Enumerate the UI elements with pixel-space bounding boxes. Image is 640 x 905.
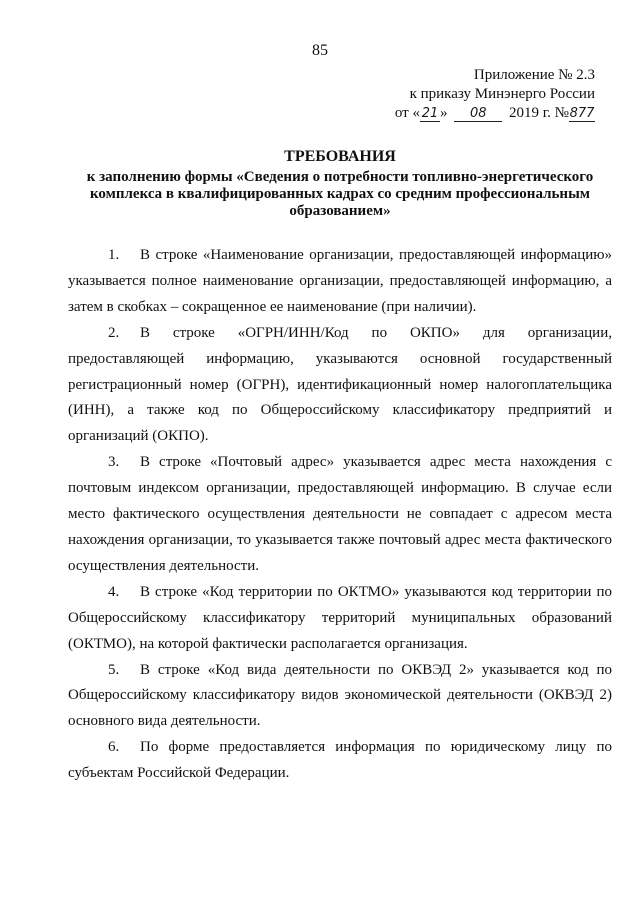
paragraph-number: 1. — [108, 247, 120, 263]
paragraph-text: В строке «Наименование организации, предоставляющей информацию» указывается полное наименование организации, предоставляющей информацию, а затем в скобках – сокращенное ее наименование (при наличии). — [68, 247, 612, 315]
paragraph-number: 2. — [108, 324, 120, 341]
appendix-order-ref: к приказу Минэнерго России — [409, 86, 595, 102]
paragraph-text: В строке «Код вида деятельности по ОКВЭД 2» указывается код по Общероссийскому классификатору видов экономической деятельности (ОКВЭД 2) основного вида деятельности. — [68, 661, 612, 730]
paragraph-text: В строке «Почтовый адрес» указывается адрес места нахождения с почтовым индексом организации, предоставляющей информацию. В случае если место фактического осуществления деятельности не совпадает с адресом места нахождения организации, то указывается также почтовый адрес места фактического осуществления деятельности. — [68, 454, 612, 574]
date-prefix: от « — [394, 105, 420, 121]
requirements-list — [68, 243, 612, 787]
paragraph-number: 5. — [108, 661, 120, 678]
paragraph-1 — [68, 243, 612, 321]
heading-subtitle: к заполнению формы «Сведения о потребности топливно-энергетического комплекса в квалифицированных кадрах со средним профессиональным образованием» — [86, 169, 594, 219]
appendix-block — [395, 66, 595, 123]
paragraph-5 — [68, 658, 612, 736]
appendix-date-line — [395, 104, 595, 123]
paragraph-6 — [68, 735, 612, 787]
date-mid: » — [439, 105, 448, 121]
appendix-title: Приложение № 2.3 — [473, 67, 595, 83]
paragraph-text: По форме предоставляется информация по юридическому лицу по субъектам Российской Федерации. — [68, 739, 612, 782]
document-heading — [70, 148, 610, 220]
date-year: 2019 г. № — [508, 105, 569, 121]
paragraph-number: 4. — [108, 583, 120, 600]
heading-title: ТРЕБОВАНИЯ — [284, 148, 396, 165]
paragraph-number: 6. — [108, 739, 120, 756]
paragraph-2 — [68, 321, 612, 451]
paragraph-number: 3. — [108, 454, 120, 471]
paragraph-text: В строке «Код территории по ОКТМО» указываются код территории по Общероссийскому классификатору территорий муниципальных образований (ОКТМО), на которой фактически располагается организация. — [68, 583, 612, 652]
page-number: 85 — [312, 42, 328, 59]
order-number: 877 — [569, 106, 595, 121]
date-day: 21 — [421, 106, 439, 121]
paragraph-3 — [68, 450, 612, 580]
date-month: 08 — [454, 106, 502, 122]
paragraph-text: В строке «ОГРН/ИНН/Код по ОКПО» для организации, предоставляющей информацию, указываются основной государственный регистрационный номер (ОГРН), идентификационный номер налогоплательщика (ИНН), а также код по Общероссийскому классификатору предприятий и организаций (ОКПО). — [68, 324, 612, 445]
paragraph-4 — [68, 580, 612, 658]
